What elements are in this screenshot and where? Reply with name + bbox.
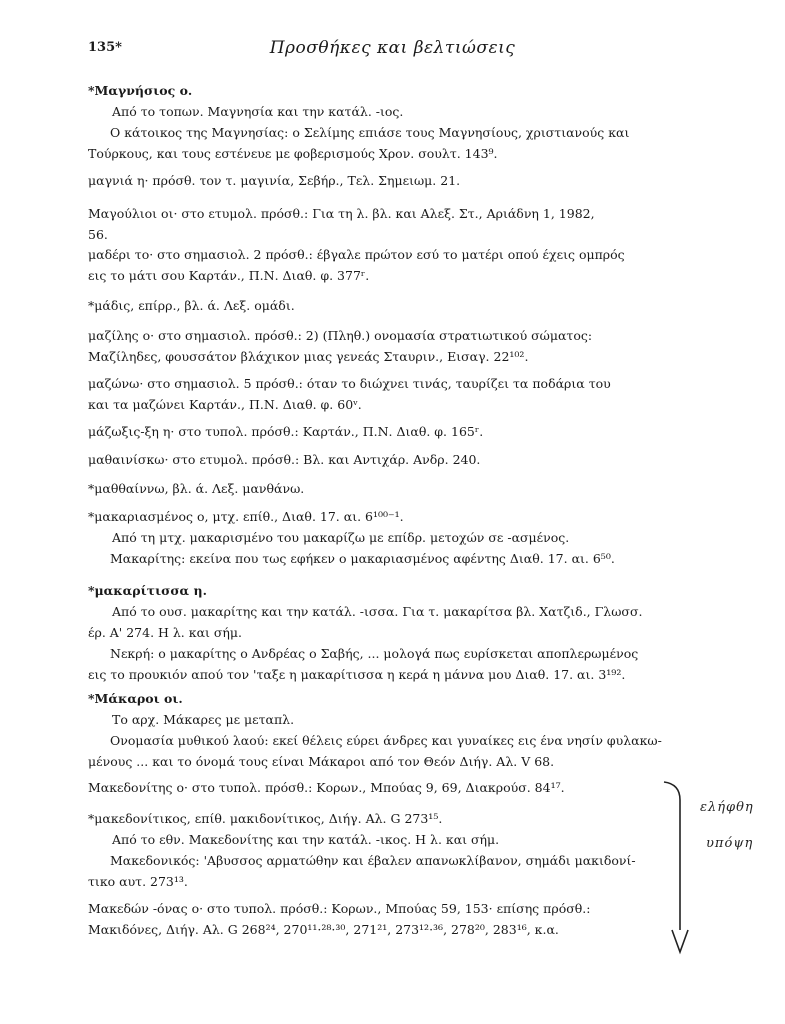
entry-makedonitikos [88, 808, 660, 892]
entry-maththainno [88, 478, 660, 499]
entry-line: μάζωξις-ξη η· στο τυπολ. πρόσθ.: Καρτάν., Π.Ν. Διαθ. φ. 165ʳ. [88, 424, 484, 439]
entry-mazilis [88, 325, 660, 367]
entry-line: μαγνιά η· πρόσθ. τον τ. μαγινία, Σεβήρ., Τελ. Σημειωμ. 21. [88, 173, 461, 188]
entry-mazono [88, 373, 660, 415]
headword: *μακαρίτισσα η. [88, 583, 207, 598]
entry-line: έρ. Α' 274. Η λ. και σήμ. [88, 625, 243, 640]
entry-line: εις το μάτι σου Καρτάν., Π.Ν. Διαθ. φ. 377ʳ. [88, 268, 370, 283]
entry-line: *μακαριασμένος ο, μτχ. επίθ., Διαθ. 17. αι. 6¹⁰⁰⁻¹. [88, 509, 404, 524]
entry-line: μένους ... και το όνομά τους είναι Μάκαροι από τον Θεόν Διήγ. Αλ. V 68. [88, 754, 555, 769]
page-number: 135* [88, 40, 122, 55]
entry-makedonitis [88, 777, 660, 798]
entry-line: Από το ουσ. μακαρίτης και την κατάλ. -ισσα. Για τ. μακαρίτσα βλ. Χατζιδ., Γλωσσ. [112, 604, 643, 619]
entry-line: μαζίλης ο· στο σημασιολ. πρόσθ.: 2) (Πληθ.) ονομασία στρατιωτικού σώματος: [88, 328, 593, 343]
entry-line: 56. [88, 227, 108, 242]
entry-line: *μακεδονίτικος, επίθ. μακιδονίτικος, Διήγ. Αλ. G 273¹⁵. [88, 811, 443, 826]
entry-line: Από το εθν. Μακεδονίτης και την κατάλ. -ικος. Η λ. και σήμ. [112, 832, 500, 847]
entry-madis [88, 295, 660, 316]
entry-makaritissa [88, 580, 660, 685]
entry-mathainisko [88, 449, 660, 470]
entry-maderi [88, 244, 660, 286]
entry-line: Μαγούλιοι οι· στο ετυμολ. πρόσθ.: Για τη λ. βλ. και Αλεξ. Στ., Αριάδνη 1, 1982, [88, 206, 595, 221]
entry-line: Μακεδονικός: 'Αβυσσος αρματώθην και έβαλεν απανωκλίβανον, σημάδι μακιδονί- [110, 853, 636, 868]
entry-line: Τούρκους, και τους εστένευε με φοβερισμούς Χρον. σουλτ. 143⁹. [88, 146, 498, 161]
entry-line: εις το προυκιόν απού τον 'ταξε η μακαρίτισσα η κερά η μάννα μου Διαθ. 17. αι. 3¹⁹². [88, 667, 626, 682]
entry-line: μαζώνω· στο σημασιολ. 5 πρόσθ.: όταν το διώχνει τινάς, ταυρίζει τα ποδάρια του [88, 376, 611, 391]
entry-line: Από το τοπων. Μαγνησία και την κατάλ. -ιος. [112, 104, 404, 119]
entry-line: Μακεδονίτης ο· στο τυπολ. πρόσθ.: Κορων., Μπούας 9, 69, Διακρούσ. 84¹⁷. [88, 780, 565, 795]
entry-line: μαδέρι το· στο σημασιολ. 2 πρόσθ.: έβγαλε πρώτον εσύ το ματέρι οπού έχεις ομπρός [88, 247, 625, 262]
margin-note-line1: ελήφθη [700, 800, 754, 815]
entry-makaroi [88, 688, 660, 772]
headword: *Μαγνήσιος ο. [88, 83, 193, 98]
entry-line: Μακεδών -όνας ο· στο τυπολ. πρόσθ.: Κορων., Μπούας 59, 153· επίσης πρόσθ.: [88, 901, 591, 916]
entry-line: *μαθθαίννω, βλ. ά. Λεξ. μανθάνω. [88, 481, 305, 496]
headword: *Μάκαροι οι. [88, 691, 183, 706]
page-title: Προσθήκες και βελτιώσεις [269, 38, 516, 58]
entry-line: Μαζίληδες, φουσσάτον βλάχικον μιας γενεάς Σταυριν., Εισαγ. 22¹⁰². [88, 349, 529, 364]
entry-line: Το αρχ. Μάκαρες με μεταπλ. [112, 712, 295, 727]
entry-magoulioi [88, 203, 660, 245]
entry-line: τικο αυτ. 273¹³. [88, 874, 188, 889]
entry-line: Ονομασία μυθικού λαού: εκεί θέλεις εύρει άνδρες και γυναίκες εις ένα νησίν φυλακω- [110, 733, 662, 748]
entry-line: Μακιδόνες, Διήγ. Αλ. G 268²⁴, 270¹¹·²⁸·³⁰, 271²¹, 273¹²·³⁶, 278²⁰, 283¹⁶, κ.α. [88, 922, 559, 937]
entry-line: και τα μαζώνει Καρτάν., Π.Ν. Διαθ. φ. 60ᵛ. [88, 397, 362, 412]
entry-line: Νεκρή: ο μακαρίτης ο Ανδρέας ο Σαβής, ... μολογά πως ευρίσκεται αποπλερωμένος [110, 646, 639, 661]
entry-magnia [88, 170, 660, 191]
entry-line: μαθαινίσκω· στο ετυμολ. πρόσθ.: Βλ. και Αντιχάρ. Ανδρ. 240. [88, 452, 481, 467]
entry-line: Μακαρίτης: εκείνα που τως εφήκεν ο μακαριασμένος αφέντης Διαθ. 17. αι. 6⁵⁰. [110, 551, 615, 566]
entry-makedon [88, 898, 660, 940]
entry-makariasmenos [88, 506, 660, 569]
entry-line: Από τη μτχ. μακαρισμένο του μακαρίζω με επίδρ. μετοχών σε -ασμένος. [112, 530, 570, 545]
margin-note-line2: υπόψη [706, 836, 754, 851]
page-header [0, 38, 785, 62]
entry-line: Ο κάτοικος της Μαγνησίας: ο Σελίμης επιάσε τους Μαγνησίους, χριστιανούς και [110, 125, 630, 140]
entry-line: *μάδις, επίρρ., βλ. ά. Λεξ. ομάδι. [88, 298, 295, 313]
entry-mazoxis [88, 421, 660, 442]
entry-magnisios [88, 80, 660, 164]
